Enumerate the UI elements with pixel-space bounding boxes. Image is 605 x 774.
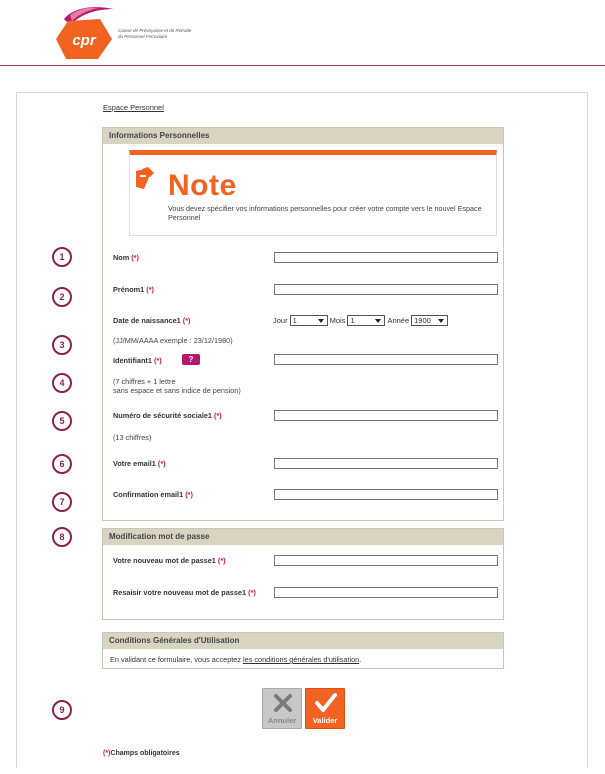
secu-hint: (13 chiffres) [113,433,152,442]
email-input[interactable] [274,458,498,469]
nom-label: Nom (*) [113,253,139,262]
checkmark-icon [315,693,337,713]
prenom-input[interactable] [274,284,498,295]
nom-input[interactable] [274,252,498,263]
cancel-button[interactable]: Annuler [262,688,302,729]
email-confirm-input[interactable] [274,489,498,500]
cgu-link[interactable]: les conditions générales d'utilisation [243,655,360,664]
step-8-marker: 8 [52,527,72,547]
step-4-marker: 4 [52,373,72,393]
dob-month-select[interactable]: 1 [347,315,385,326]
note-icon [134,167,156,191]
note-box [129,150,497,236]
panel-title-cgu: Conditions Générales d'Utilisation [103,633,503,649]
cgu-text: En validant ce formulaire, vous acceptez les conditions générales d'utilisation. [110,655,362,664]
step-3-marker: 3 [52,335,72,355]
new-password-label: Votre nouveau mot de passe1 (*) [113,556,226,565]
password-panel [102,528,504,620]
dob-label: Date de naissance1 (*) [113,316,191,325]
step-5-marker: 5 [52,411,72,431]
step-1-marker: 1 [52,247,72,267]
step-2-marker: 2 [52,287,72,307]
dob-month-label: Mois [329,315,346,325]
email-confirm-label: Confirmation email1 (*) [113,490,193,499]
new-password-input[interactable] [274,555,498,566]
dob-year-select[interactable]: 1900 [411,315,448,326]
step-6-marker: 6 [52,454,72,474]
identifiant-input[interactable] [274,354,498,365]
cpr-logo[interactable] [54,5,116,61]
site-header [0,0,605,66]
dob-selects [273,314,450,326]
secu-input[interactable] [274,410,498,421]
panel-title-password: Modification mot de passe [103,529,503,545]
identifiant-help-icon[interactable]: ? [182,354,200,365]
cgu-panel [102,632,504,669]
org-name: Caisse de Prévoyance et de Retraite du Personnel Ferroviaire [118,28,192,39]
email-label: Votre email1 (*) [113,459,166,468]
logo-text: cpr [72,32,96,49]
required-footnote: (*)Champs obligatoires [103,750,180,757]
identifiant-label: Identifiant1 (*) [113,356,162,365]
panel-title-personal: Informations Personnelles [103,128,503,144]
dob-day-select[interactable]: 1 [290,315,328,326]
dob-year-label: Année [387,315,410,325]
dob-day-label: Jour [273,315,288,325]
close-icon [272,693,294,713]
step-9-marker: 9 [52,700,72,720]
confirm-password-label: Resaisir votre nouveau mot de passe1 (*) [113,588,256,597]
submit-button[interactable]: Valider [305,688,345,729]
breadcrumb-espace-personnel[interactable]: Espace Personnel [103,103,164,112]
dob-hint: (JJ/MM/AAAA exemple : 23/12/1980) [113,336,233,345]
identifiant-hint: (7 chiffres + 1 lettre sans espace et sans indice de pension) [113,377,241,395]
note-title: Note [168,169,237,202]
secu-label: Numéro de sécurité sociale1 (*) [113,411,222,420]
step-7-marker: 7 [52,492,72,512]
note-text: Vous devez spécifier vos informations personnelles pour créer votre compte vers le nouvel Espace Personnel [168,204,482,222]
confirm-password-input[interactable] [274,587,498,598]
prenom-label: Prénom1 (*) [113,285,154,294]
